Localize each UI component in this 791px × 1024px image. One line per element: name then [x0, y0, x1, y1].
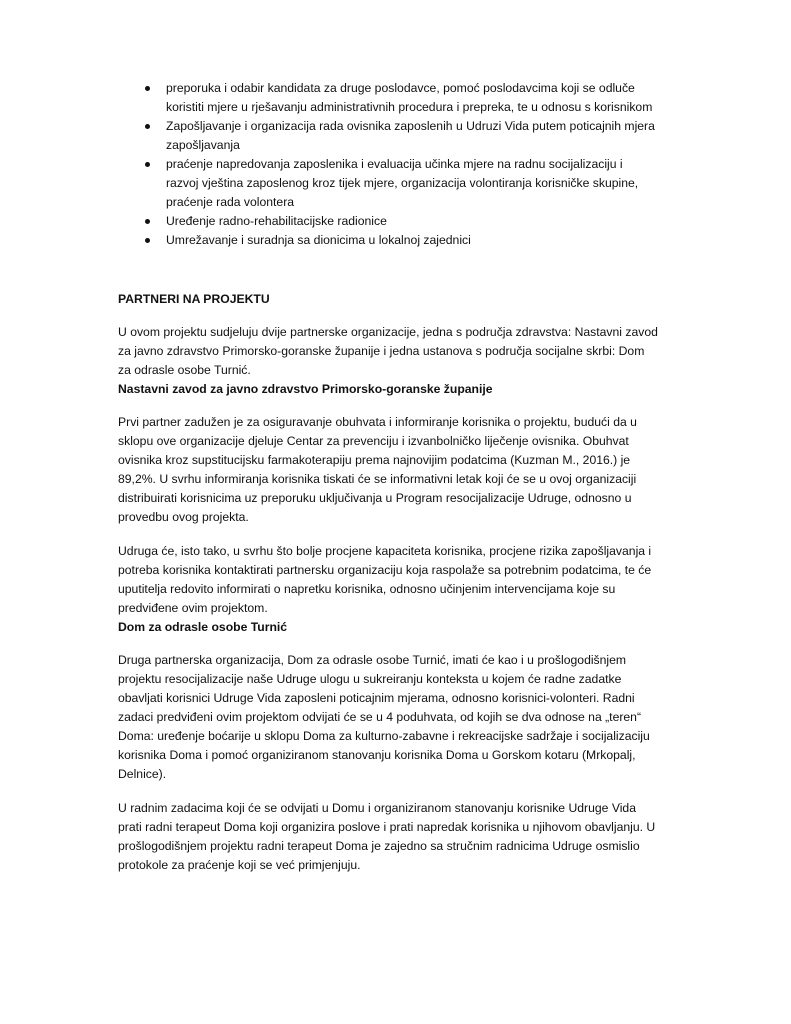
- activity-bullet-list: [118, 79, 658, 250]
- partner2-paragraph-2: U radnim zadacima koji će se odvijati u Domu i organiziranom stanovanju korisnike Udruge Vida prati radni terapeut Doma koji organizira poslove i prati napredak korisnika u njihovom obavljanju. U prošlogodišnjem projektu radni terapeut Doma je zajedno sa stručnim radnicima Udruge osmislio protokole za praćenje koji se već primjenjuju.: [118, 801, 656, 872]
- partner2-paragraph-1: Druga partnerska organizacija, Dom za odrasle osobe Turnić, imati će kao i u prošlogodišnjem projektu resocijalizacije naše Udruge ulogu u sukreiranju konteksta u kojem će radne zadatke obavljati korisnici Udruge Vida zaposleni poticajnim mjerama, odnosno korisnici-volonteri. Radni zadaci predviđeni ovim projektom odvijati će se u 4 poduhvata, od kojih se dva odnose na „teren“ Doma: uređenje boćarije u sklopu Doma za kulturno-zabavne i rekreacijske sadržaje i socijalizaciju korisnika Doma i pomoć organiziranom stanovanju korisnika Doma u Gorskom kotaru (Mrkopalj, Delnice).: [118, 653, 650, 781]
- partner1-paragraph-1: Prvi partner zadužen je za osiguravanje obuhvata i informiranje korisnika o projektu, budući da u sklopu ove organizacije djeluje Centar za prevenciju i izvanbolničko liječenje ovisnika. Obuhvat ovisnika kroz supstitucijsku farmakoterapiju prema najnovijim podatcima (Kuzman M., 2016.) je 89,2%. U svrhu informiranja korisnika tiskati će se informativni letak koji će se u ovoj organizaciji distribuirati korisnicima uz preporuku uključivanja u Program resocijalizacije Udruge, odnosno u provedbu ovog projekta.: [118, 415, 637, 524]
- intro-paragraph: U ovom projektu sudjeluju dvije partnerske organizacije, jedna s područja zdravstva: Nastavni zavod za javno zdravstvo Primorsko-goranske županije i jedna ustanova s područja socijalne skrbi: Dom za odrasle osobe Turnić.: [118, 325, 658, 377]
- bullet-icon: [145, 162, 150, 167]
- list-item-text: Umrežavanje i suradnja sa dionicima u lokalnoj zajednici: [166, 233, 471, 247]
- bullet-icon: [145, 238, 150, 243]
- bullet-icon: [145, 219, 150, 224]
- list-item: [118, 155, 658, 212]
- partner2-heading: Dom za odrasle osobe Turnić: [118, 620, 288, 634]
- list-item: [118, 231, 658, 250]
- list-item: [118, 79, 658, 117]
- list-item-text: Zapošljavanje i organizacija rada ovisnika zaposlenih u Udruzi Vida putem poticajnih mjera zapošljavanja: [166, 119, 655, 152]
- list-item: [118, 212, 658, 231]
- list-item: [118, 117, 658, 155]
- bullet-icon: [145, 86, 150, 91]
- list-item-text: Uređenje radno-rehabilitacijske radionice: [166, 214, 387, 228]
- list-item-text: preporuka i odabir kandidata za druge poslodavce, pomoć poslodavcima koji se odluče koristiti mjere u rješavanju administrativnih procedura i prepreka, te u odnosu s korisnikom: [166, 81, 653, 114]
- partner1-paragraph-2: Udruga će, isto tako, u svrhu što bolje procjene kapaciteta korisnika, procjene rizika zapošljavanja i potreba korisnika kontaktirati partnersku organizaciju koja raspolaže sa potrebnim podatcima, te će uputitelja redovito informirati o napretku korisnika, odnosno učinjenim intervencijama koje su predviđene ovim projektom.: [118, 544, 652, 615]
- list-item-text: praćenje napredovanja zaposlenika i evaluacija učinka mjere na radnu socijalizaciju i razvoj vještina zaposlenog kroz tijek mjere, organizacija volontiranja korisničke skupine, praćenje rada volontera: [166, 157, 639, 209]
- partner1-heading: Nastavni zavod za javno zdravstvo Primorsko-goranske županije: [118, 382, 493, 396]
- section-title: PARTNERI NA PROJEKTU: [118, 292, 270, 306]
- document-content: [118, 79, 658, 875]
- bullet-icon: [145, 124, 150, 129]
